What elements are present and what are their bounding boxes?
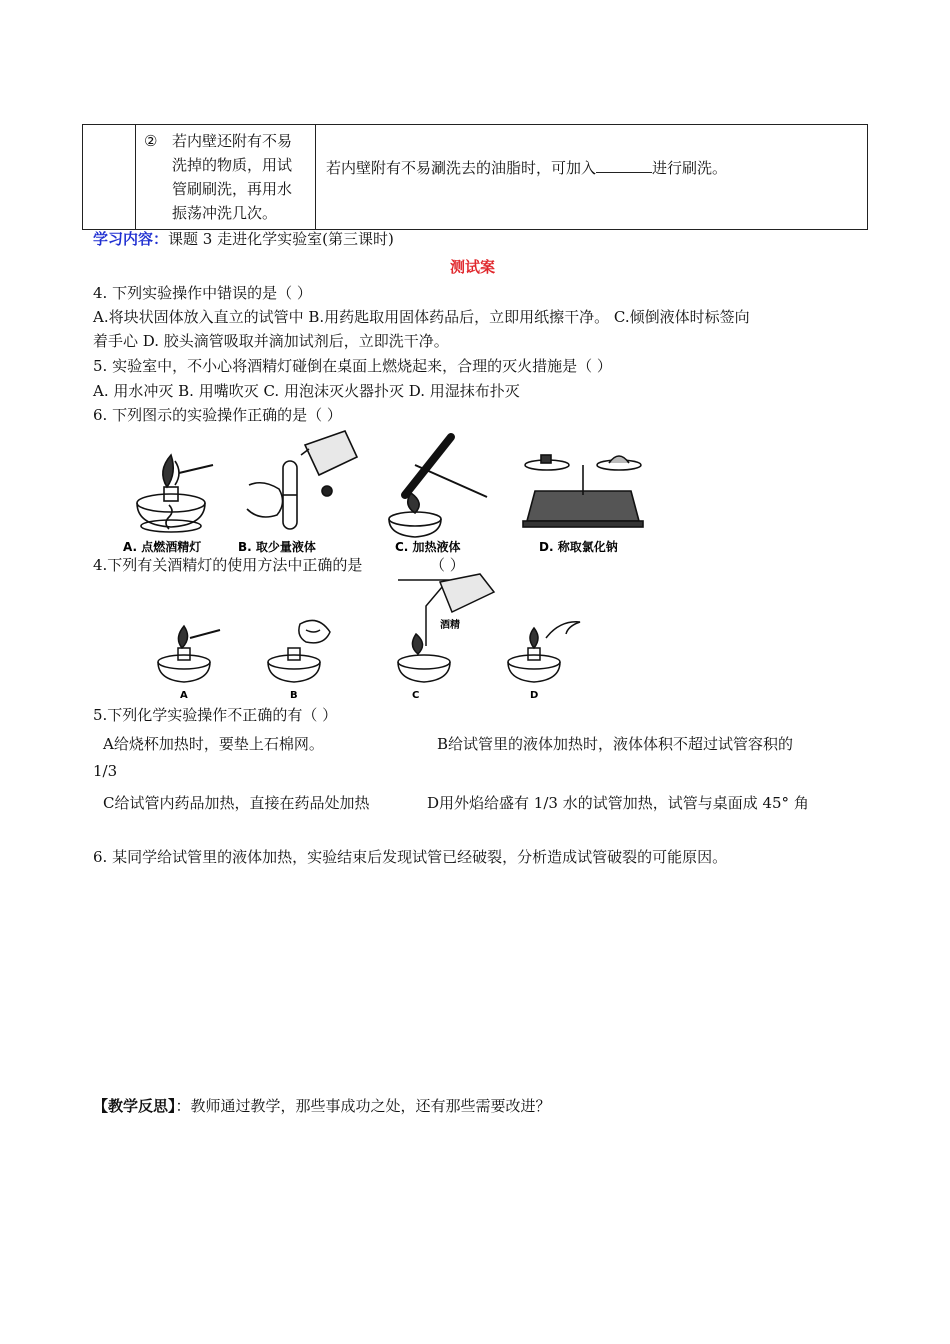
- pour-liquid-illustration: [247, 431, 357, 529]
- q5b-option-d: D用外焰给盛有 1/3 水的试管加热，试管与桌面成 45° 角: [427, 794, 809, 812]
- q4-options-line1: A.将块状固体放入直立的试管中 B.用药匙取用固体药品后，立即用纸擦干净。 C.倾倒液体时标签向: [93, 308, 750, 326]
- step-line: 管刷刷洗，再用水: [172, 180, 293, 198]
- heat-liquid-illustration: [389, 437, 487, 537]
- step-number: ②: [144, 132, 158, 150]
- procedure-table: [82, 124, 868, 230]
- q4-stem: 4. 下列实验操作中错误的是（ ）: [93, 284, 312, 302]
- content-text: 课题 3 走进化学实验室(第三课时): [168, 230, 394, 248]
- right-text-after: 进行刷洗。: [652, 159, 728, 177]
- step-line: 洗掉的物质，用试: [172, 156, 293, 174]
- label-c: C: [412, 690, 420, 701]
- step-line: 若内壁还附有不易: [172, 132, 293, 150]
- lamp-a-illustration: [158, 626, 220, 682]
- q6b-stem: 6. 某同学给试管里的液体加热，实验结束后发现试管已经破裂，分析造成试管破裂的可能原因。: [93, 848, 728, 866]
- section-title: 测试案: [450, 258, 496, 276]
- lamp-lighting-illustration: [137, 455, 213, 532]
- lab-operations-figure: [115, 425, 655, 560]
- q5b-option-a: A给烧杯加热时，要垫上石棉网。: [103, 735, 324, 753]
- q5b-option-b-tail: 1/3: [93, 762, 118, 780]
- caption-b: B. 取少量液体: [238, 540, 316, 554]
- fill-blank: [596, 158, 652, 173]
- label-b: B: [290, 690, 298, 701]
- q4-options-line2: 着手心 D. 胶头滴管吸取并滴加试剂后，立即洗干净。: [93, 332, 449, 350]
- label-a: A: [180, 690, 188, 701]
- teaching-reflection: [93, 1095, 551, 1116]
- label-d: D: [530, 690, 539, 701]
- table-empty-cell: [83, 125, 136, 230]
- caption-a: A. 点燃酒精灯: [123, 540, 202, 554]
- caption-d: D. 称取氯化钠: [539, 540, 618, 554]
- balance-illustration: [523, 455, 643, 527]
- caption-c: C. 加热液体: [395, 540, 461, 554]
- q4b-paren: （ ）: [430, 556, 465, 574]
- table-right-cell: [316, 125, 868, 230]
- q4b-stem: 4.下列有关酒精灯的使用方法中正确的是: [93, 556, 363, 574]
- q5-options: A. 用水冲灭 B. 用嘴吹灭 C. 用泡沫灭火器扑灭 D. 用湿抹布扑灭: [93, 382, 520, 400]
- table-step-cell: [136, 125, 316, 230]
- lamp-b-illustration: [268, 620, 330, 682]
- alcohol-label: 酒精: [440, 620, 460, 631]
- q5b-option-c: C给试管内药品加热，直接在药品处加热: [103, 794, 370, 812]
- lamp-d-illustration: [508, 622, 580, 682]
- step-line: 振荡冲洗几次。: [172, 204, 278, 222]
- reflection-text: ：教师通过教学，那些事成功之处，还有那些需要改进？: [175, 1097, 551, 1115]
- content-label: 学习内容：: [93, 230, 169, 248]
- step-text: [172, 129, 312, 225]
- right-text-before: 若内壁附有不易涮洗去的油脂时，可加入: [326, 159, 597, 177]
- q5b-stem: 5.下列化学实验操作不正确的有（ ）: [93, 706, 338, 724]
- q6-stem: 6. 下列图示的实验操作正确的是（ ）: [93, 406, 342, 424]
- learning-content: [93, 228, 394, 249]
- reflection-label: 【教学反思】: [93, 1097, 176, 1115]
- q5-stem: 5. 实验室中，不小心将酒精灯碰倒在桌面上燃烧起来，合理的灭火措施是（ ）: [93, 357, 612, 375]
- q5b-option-b: B给试管里的液体加热时，液体体积不超过试管容积的: [437, 735, 794, 753]
- alcohol-lamp-figure: [150, 568, 590, 704]
